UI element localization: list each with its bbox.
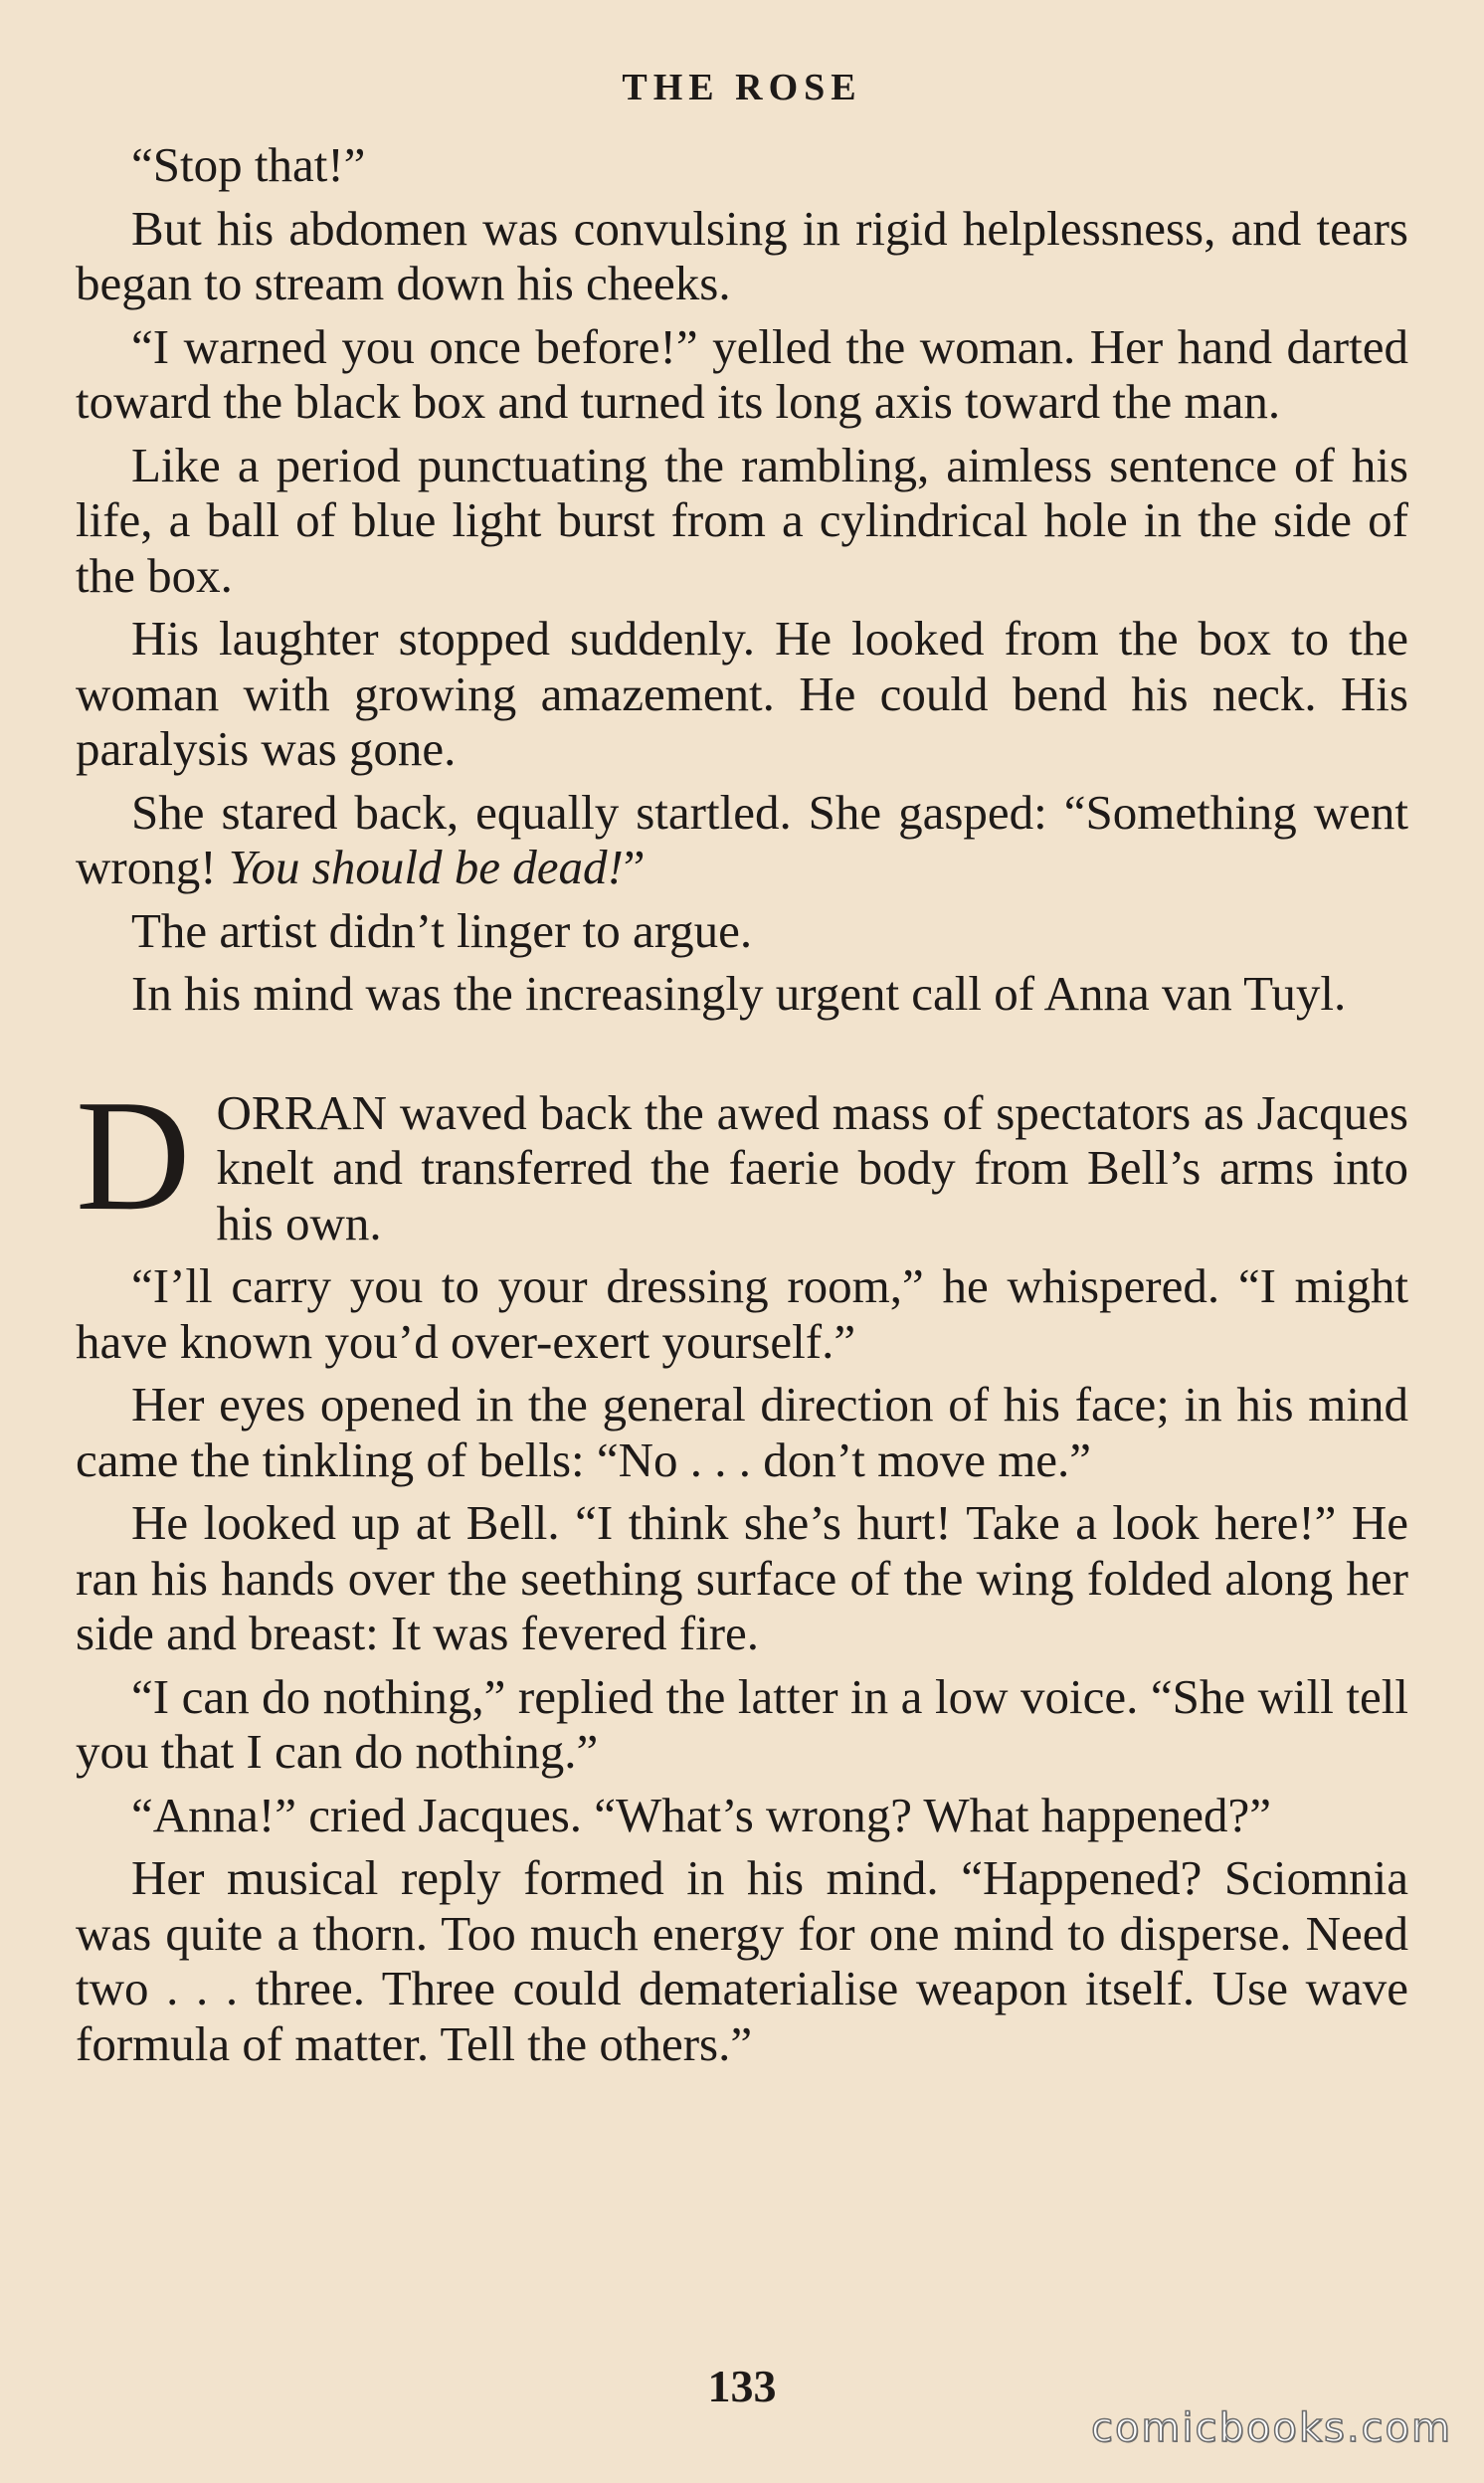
section-break: [76, 1022, 1408, 1085]
paragraph-close: ”: [623, 840, 646, 894]
paragraph: But his abdomen was convulsing in rigid helplessness, and tears began to stream down his cheeks.: [76, 200, 1408, 310]
paragraph: Her musical reply formed in his mind. “Happened? Sciomnia was quite a thorn. Too much energy for one mind to disperse. Need two . . . three. Three could dematerialise weapon itself. Use wave formula of matter. Tell the others.”: [76, 1850, 1408, 2071]
page-number: 133: [707, 2361, 777, 2411]
drop-cap-letter: D: [76, 1065, 191, 1243]
paragraph: In his mind was the increasingly urgent call of Anna van Tuyl.: [131, 966, 1347, 1021]
paragraph-lead: She stared back, equally startled. She gasped: “Something went wrong!: [76, 784, 1408, 894]
paragraph: His laughter stopped suddenly. He looked from the box to the woman with growing amazement. He could bend his neck. His paralysis was gone.: [76, 611, 1408, 776]
paragraph-with-emphasis: [76, 785, 1408, 895]
drop-cap-paragraph: [76, 1065, 1408, 1251]
body-text: [76, 137, 1408, 2071]
paragraph: He looked up at Bell. “I think she’s hurt! Take a look here!” He ran his hands over the seething surface of the wing folded along her side and breast: It was fevered fire.: [76, 1495, 1408, 1660]
paragraph: “Anna!” cried Jacques. “What’s wrong? What happened?”: [131, 1787, 1271, 1842]
paragraph: Her eyes opened in the general direction of his face; in his mind came the tinkling of bells: “No . . . don’t move me.”: [76, 1377, 1408, 1487]
emphasized-text: You should be dead!: [228, 840, 624, 894]
paragraph: “I can do nothing,” replied the latter in a low voice. “She will tell you that I can do nothing.”: [76, 1668, 1408, 1779]
paragraph: “I’ll carry you to your dressing room,” he whispered. “I might have known you’d over-exert yourself.”: [76, 1258, 1408, 1369]
watermark-logo: comicbooks.com: [1090, 2405, 1452, 2451]
paragraph: “Stop that!”: [131, 137, 366, 192]
paragraph: The artist didn’t linger to argue.: [131, 902, 753, 958]
paragraph: Like a period punctuating the rambling, aimless sentence of his life, a ball of blue light burst from a cylindrical hole in the side of the box.: [76, 437, 1408, 603]
running-head: THE ROSE: [622, 67, 862, 108]
drop-cap-paragraph-text: ORRAN waved back the awed mass of spectators as Jacques knelt and transferred the faerie body from Bell’s arms into his own.: [216, 1084, 1408, 1250]
paragraph: “I warned you once before!” yelled the woman. Her hand darted toward the black box and turned its long axis toward the man.: [76, 318, 1408, 429]
